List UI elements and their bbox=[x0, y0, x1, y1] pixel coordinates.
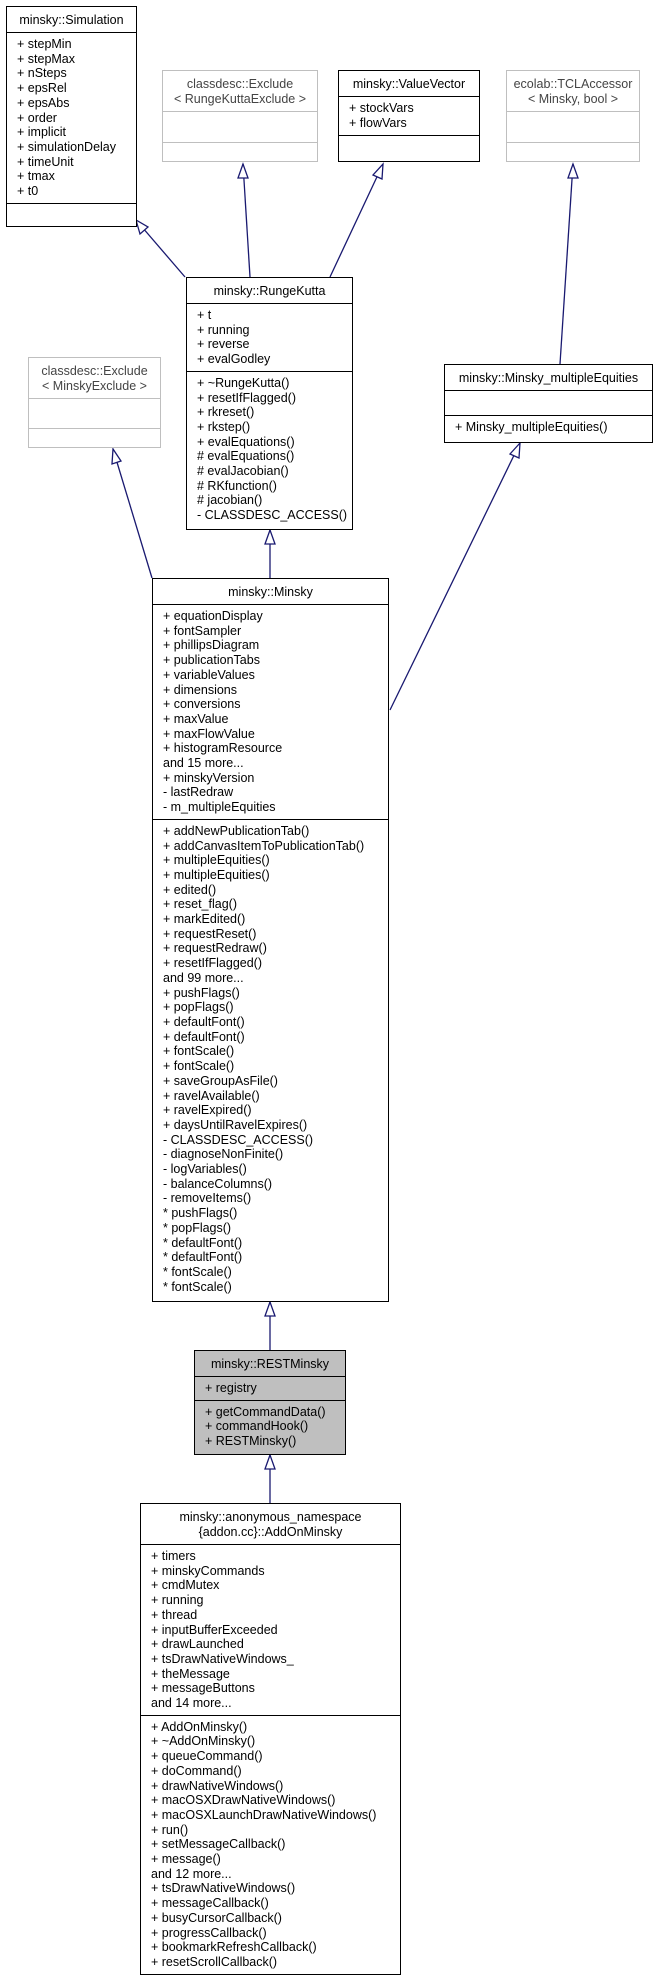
attribute-item: + inputBufferExceeded bbox=[151, 1622, 278, 1637]
method-item: * defaultFont() bbox=[163, 1250, 243, 1265]
attribute-item: + stockVars bbox=[349, 101, 414, 115]
method-item: and 99 more... bbox=[163, 970, 244, 985]
attribute-item: + t0 bbox=[17, 184, 39, 199]
attributes-section bbox=[507, 111, 639, 142]
attribute-item: and 14 more... bbox=[151, 1696, 232, 1711]
method-item: + defaultFont() bbox=[163, 1014, 245, 1029]
edge-rungekutta-valuevector bbox=[330, 164, 383, 277]
method-item: + progressCallback() bbox=[151, 1925, 267, 1940]
methods-section bbox=[339, 135, 479, 144]
class-title bbox=[163, 71, 317, 111]
methods-section bbox=[7, 203, 136, 212]
attribute-item: - lastRedraw bbox=[163, 785, 234, 800]
attribute-item: + tmax bbox=[17, 169, 55, 184]
attribute-item: + tsDrawNativeWindows_ bbox=[151, 1651, 294, 1666]
method-item: - CLASSDESC_ACCESS() bbox=[163, 1132, 314, 1147]
method-item: + commandHook() bbox=[205, 1419, 309, 1434]
class-name-line: {addon.cc}::AddOnMinsky bbox=[198, 1525, 343, 1539]
method-item: + fontScale() bbox=[163, 1044, 235, 1059]
attributes-section bbox=[163, 111, 317, 142]
method-item: + multipleEquities() bbox=[163, 853, 270, 868]
method-item: - removeItems() bbox=[163, 1191, 252, 1206]
method-item: # RKfunction() bbox=[197, 478, 277, 493]
attributes-section bbox=[141, 1544, 400, 1715]
attribute-item: + messageButtons bbox=[151, 1681, 255, 1696]
method-item: * fontScale() bbox=[163, 1264, 232, 1279]
attribute-item: + epsAbs bbox=[17, 95, 70, 110]
method-item: - CLASSDESC_ACCESS() bbox=[197, 508, 348, 523]
method-item: - diagnoseNonFinite() bbox=[163, 1147, 284, 1162]
method-item: + run() bbox=[151, 1822, 189, 1837]
class-minsky[interactable] bbox=[152, 578, 389, 1302]
methods-section bbox=[445, 415, 652, 439]
class-title bbox=[7, 7, 136, 32]
attribute-item: + drawLaunched bbox=[151, 1637, 244, 1652]
attribute-item: + stepMin bbox=[17, 37, 72, 51]
attributes-section bbox=[29, 398, 160, 428]
class-value-vector[interactable] bbox=[338, 70, 480, 162]
attribute-item: + phillipsDiagram bbox=[163, 638, 260, 653]
edge-minsky-multipleequities bbox=[390, 443, 520, 710]
method-item: and 12 more... bbox=[151, 1866, 232, 1881]
attributes-section bbox=[7, 32, 136, 203]
method-item: + popFlags() bbox=[163, 1000, 234, 1015]
class-minsky-exclude[interactable] bbox=[28, 357, 161, 448]
attributes-section bbox=[445, 390, 652, 415]
method-item: + ~AddOnMinsky() bbox=[151, 1734, 256, 1749]
attributes-section bbox=[195, 1376, 345, 1400]
method-item: + messageCallback() bbox=[151, 1896, 269, 1911]
class-rungekutta-exclude[interactable] bbox=[162, 70, 318, 162]
class-name-line: minsky::Simulation bbox=[19, 13, 124, 27]
method-item: # evalJacobian() bbox=[197, 464, 289, 479]
method-item: + resetIfFlagged() bbox=[163, 956, 263, 971]
method-item: - balanceColumns() bbox=[163, 1176, 273, 1191]
class-addon-minsky[interactable] bbox=[140, 1503, 401, 1975]
attribute-item: + running bbox=[151, 1593, 204, 1608]
methods-section bbox=[153, 819, 388, 1299]
class-name-line: classdesc::Exclude bbox=[186, 77, 294, 91]
method-item: + doCommand() bbox=[151, 1763, 242, 1778]
arrowhead-multipleequities bbox=[510, 443, 520, 458]
arrowhead-restminsky bbox=[265, 1455, 275, 1469]
attribute-item: and 15 more... bbox=[163, 756, 244, 771]
attribute-item: + conversions bbox=[163, 697, 241, 712]
class-title bbox=[153, 579, 388, 604]
attribute-item: + timeUnit bbox=[17, 154, 74, 169]
attribute-item: + maxValue bbox=[163, 711, 229, 726]
method-item: + setMessageCallback() bbox=[151, 1837, 286, 1852]
methods-section bbox=[195, 1400, 345, 1453]
method-item: + fontScale() bbox=[163, 1059, 235, 1074]
class-title bbox=[445, 365, 652, 390]
attribute-item: + fontSampler bbox=[163, 623, 242, 638]
attributes-section bbox=[153, 604, 388, 819]
method-item: + getCommandData() bbox=[205, 1404, 326, 1419]
class-runge-kutta[interactable] bbox=[186, 277, 353, 530]
method-item: # jacobian() bbox=[197, 493, 263, 508]
attribute-item: + order bbox=[17, 110, 57, 125]
method-item: + ravelExpired() bbox=[163, 1103, 252, 1118]
method-item: + tsDrawNativeWindows() bbox=[151, 1881, 296, 1896]
method-item: + ~RungeKutta() bbox=[197, 375, 290, 390]
method-item: + AddOnMinsky() bbox=[151, 1719, 248, 1734]
attributes-section bbox=[339, 96, 479, 135]
attribute-item: + maxFlowValue bbox=[163, 726, 255, 741]
arrowhead-tclaccessor bbox=[568, 164, 578, 178]
attribute-item: + registry bbox=[205, 1381, 257, 1395]
attribute-item: + dimensions bbox=[163, 682, 237, 697]
method-item: + reset_flag() bbox=[163, 897, 237, 912]
method-item: - logVariables() bbox=[163, 1162, 247, 1177]
edge-minsky-minskyexclude bbox=[113, 449, 152, 578]
class-title bbox=[507, 71, 639, 111]
method-item: + addNewPublicationTab() bbox=[163, 823, 310, 838]
class-name-line: minsky::Minsky_multipleEquities bbox=[458, 371, 639, 385]
class-name-line: < Minsky, bool > bbox=[527, 92, 619, 106]
method-item: * defaultFont() bbox=[163, 1235, 243, 1250]
arrowhead-minskyexclude bbox=[112, 449, 121, 464]
class-name-line: classdesc::Exclude bbox=[41, 364, 148, 378]
class-title bbox=[29, 358, 160, 398]
class-simulation[interactable] bbox=[6, 6, 137, 227]
attribute-item: + simulationDelay bbox=[17, 139, 117, 154]
attribute-item: + reverse bbox=[197, 337, 250, 352]
method-item: + resetScrollCallback() bbox=[151, 1954, 278, 1969]
attribute-item: + running bbox=[197, 322, 250, 337]
method-item: + macOSXLaunchDrawNativeWindows() bbox=[151, 1807, 377, 1822]
class-name-line: ecolab::TCLAccessor bbox=[513, 77, 633, 91]
class-name-line: minsky::Minsky bbox=[228, 585, 313, 599]
method-item: + drawNativeWindows() bbox=[151, 1778, 284, 1793]
attribute-item: + variableValues bbox=[163, 667, 255, 682]
method-item: + requestRedraw() bbox=[163, 941, 267, 956]
attribute-item: + evalGodley bbox=[197, 352, 271, 367]
methods-section bbox=[507, 142, 639, 151]
class-name-line: minsky::RESTMinsky bbox=[210, 1357, 330, 1371]
methods-section bbox=[141, 1715, 400, 1974]
class-name-line: < MinskyExclude > bbox=[42, 379, 147, 393]
method-item: + defaultFont() bbox=[163, 1029, 245, 1044]
class-minsky-multiple-equities[interactable] bbox=[444, 364, 653, 443]
attribute-item: + t bbox=[197, 308, 212, 322]
class-rest-minsky[interactable] bbox=[194, 1350, 346, 1455]
method-item: + addCanvasItemToPublicationTab() bbox=[163, 838, 365, 853]
class-title bbox=[141, 1504, 400, 1544]
attribute-item: + histogramResource bbox=[163, 741, 283, 756]
class-name-line: minsky::anonymous_namespace bbox=[179, 1510, 362, 1524]
methods-section bbox=[29, 428, 160, 437]
class-title bbox=[187, 278, 352, 303]
method-item: + macOSXDrawNativeWindows() bbox=[151, 1793, 336, 1808]
class-title bbox=[195, 1351, 345, 1376]
method-item: * fontScale() bbox=[163, 1279, 232, 1294]
method-item: + multipleEquities() bbox=[163, 867, 270, 882]
method-item: * pushFlags() bbox=[163, 1206, 238, 1221]
arrowhead-valuevector bbox=[373, 164, 383, 179]
attributes-section bbox=[187, 303, 352, 371]
attribute-item: + minskyVersion bbox=[163, 770, 255, 785]
class-name-line: minsky::ValueVector bbox=[352, 77, 466, 91]
method-item: + RESTMinsky() bbox=[205, 1434, 297, 1449]
attribute-item: + nSteps bbox=[17, 66, 67, 81]
attribute-item: + timers bbox=[151, 1549, 196, 1563]
class-name-line: < RungeKuttaExclude > bbox=[173, 92, 307, 106]
method-item: + saveGroupAsFile() bbox=[163, 1073, 278, 1088]
attribute-item: + equationDisplay bbox=[163, 609, 263, 623]
method-item: + pushFlags() bbox=[163, 985, 240, 1000]
arrowhead-rungekutta bbox=[265, 530, 275, 544]
method-item: + ravelAvailable() bbox=[163, 1088, 260, 1103]
attribute-item: + publicationTabs bbox=[163, 653, 260, 668]
method-item: + daysUntilRavelExpires() bbox=[163, 1117, 308, 1132]
method-item: # evalEquations() bbox=[197, 449, 295, 464]
method-item: + rkstep() bbox=[197, 419, 251, 434]
attribute-item: + implicit bbox=[17, 125, 66, 140]
method-item: * popFlags() bbox=[163, 1220, 232, 1235]
methods-section bbox=[187, 371, 352, 527]
method-item: + markEdited() bbox=[163, 912, 246, 927]
method-item: + queueCommand() bbox=[151, 1749, 263, 1764]
attribute-item: + theMessage bbox=[151, 1666, 230, 1681]
method-item: + requestReset() bbox=[163, 926, 257, 941]
method-item: + rkreset() bbox=[197, 405, 255, 420]
method-item: + bookmarkRefreshCallback() bbox=[151, 1940, 317, 1955]
arrowhead-minsky bbox=[265, 1302, 275, 1316]
method-item: + resetIfFlagged() bbox=[197, 390, 297, 405]
attribute-item: + cmdMutex bbox=[151, 1578, 220, 1593]
attribute-item: + flowVars bbox=[349, 115, 407, 130]
class-tcl-accessor[interactable] bbox=[506, 70, 640, 162]
method-item: + evalEquations() bbox=[197, 434, 295, 449]
edge-multipleequities-tclaccessor bbox=[560, 164, 573, 364]
attribute-item: + minskyCommands bbox=[151, 1563, 265, 1578]
method-item: + Minsky_multipleEquities() bbox=[455, 420, 608, 434]
attribute-item: + stepMax bbox=[17, 51, 76, 66]
attribute-item: + thread bbox=[151, 1607, 198, 1622]
attribute-item: + epsRel bbox=[17, 81, 67, 96]
methods-section bbox=[163, 142, 317, 151]
method-item: + message() bbox=[151, 1852, 221, 1867]
arrowhead-rkexclude bbox=[238, 164, 248, 178]
method-item: + edited() bbox=[163, 882, 217, 897]
class-name-line: minsky::RungeKutta bbox=[213, 284, 326, 298]
attribute-item: - m_multipleEquities bbox=[163, 800, 276, 815]
method-item: + busyCursorCallback() bbox=[151, 1910, 282, 1925]
edge-rungekutta-rkexclude bbox=[243, 164, 250, 277]
class-title bbox=[339, 71, 479, 96]
